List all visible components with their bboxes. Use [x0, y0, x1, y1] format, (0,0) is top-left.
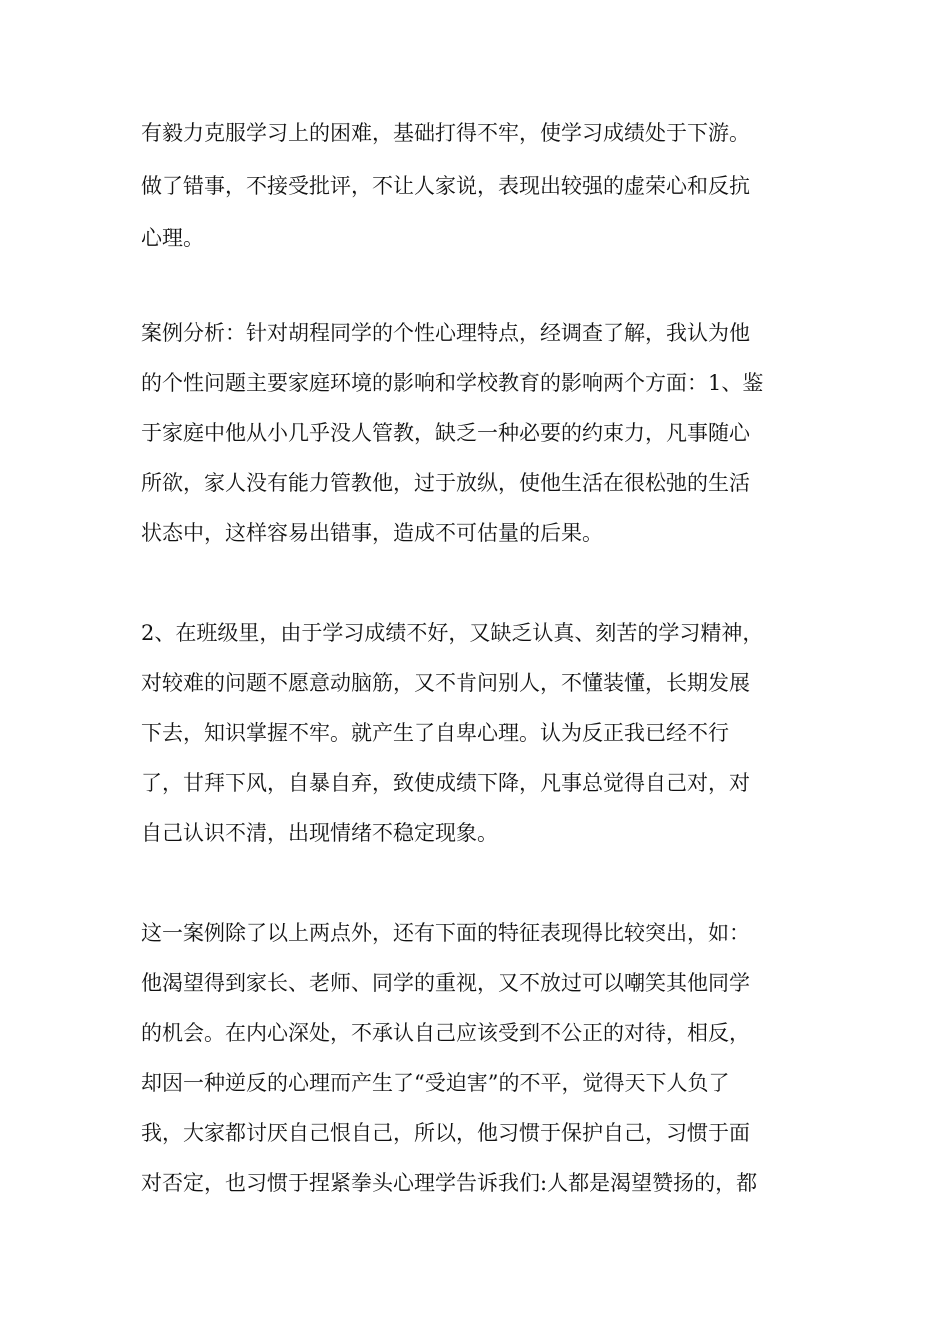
paragraph-line: 了，甘拜下风，自暴自弃，致使成绩下降，凡事总觉得自己对，对 [141, 771, 750, 795]
paragraph-line: 这一案例除了以上两点外，还有下面的特征表现得比较突出，如： [141, 921, 750, 945]
paragraph-line: 的机会。在内心深处，不承认自己应该受到不公正的对待，相反， [141, 1021, 750, 1045]
paragraph-line: 自己认识不清，出现情绪不稳定现象。 [141, 821, 498, 845]
paragraph-line: 下去，知识掌握不牢。就产生了自卑心理。认为反正我已经不行 [141, 721, 729, 745]
paragraph-line: 案例分析：针对胡程同学的个性心理特点，经调查了解，我认为他 [141, 321, 750, 345]
paragraph-line: 我，大家都讨厌自己恨自己，所以，他习惯于保护自己，习惯于面 [141, 1121, 750, 1145]
paragraph-line: 做了错事，不接受批评，不让人家说，表现出较强的虚荣心和反抗 [141, 174, 750, 198]
paragraph-line: 于家庭中他从小几乎没人管教，缺乏一种必要的约束力，凡事随心 [141, 421, 750, 445]
paragraph-line: 心理。 [141, 226, 204, 250]
paragraph-line: 的个性问题主要家庭环境的影响和学校教育的影响两个方面：1、鉴 [141, 371, 764, 395]
paragraph-line: 他渴望得到家长、老师、同学的重视，又不放过可以嘲笑其他同学 [141, 971, 750, 995]
paragraph-line: 所欲，家人没有能力管教他，过于放纵，使他生活在很松弛的生活 [141, 471, 750, 495]
paragraph-line: 却因一种逆反的心理而产生了“受迫害”的不平，觉得天下人负了 [141, 1071, 730, 1095]
paragraph-line: 对较难的问题不愿意动脑筋，又不肯问别人，不懂装懂，长期发展 [141, 671, 750, 695]
paragraph-line: 有毅力克服学习上的困难，基础打得不牢，使学习成绩处于下游。 [141, 121, 750, 145]
paragraph-line: 对否定，也习惯于捏紧拳头心理学告诉我们:人都是渴望赞扬的，都 [141, 1171, 758, 1195]
paragraph-line: 2、在班级里，由于学习成绩不好，又缺乏认真、刻苦的学习精神， [141, 621, 764, 645]
paragraph-line: 状态中，这样容易出错事，造成不可估量的后果。 [141, 521, 603, 545]
